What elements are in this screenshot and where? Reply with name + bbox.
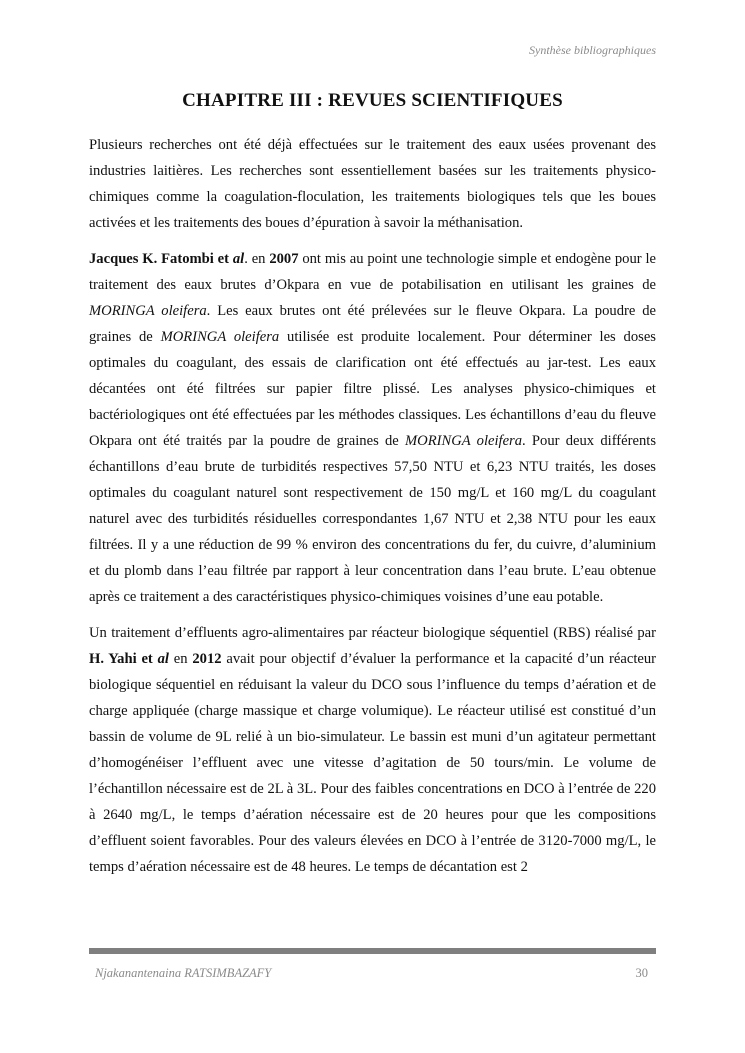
year-2012: 2012 <box>192 651 222 667</box>
running-header: Synthèse bibliographiques <box>529 43 656 57</box>
footer-author: Njakanantenaina RATSIMBAZAFY <box>95 966 272 980</box>
body-text <box>89 132 656 890</box>
author-yahi: H. Yahi et al <box>89 651 169 667</box>
paragraph-fatombi: Jacques K. Fatombi et al. en 2007 ont mis au point une technologie simple et endogène pour le traitement des eaux brutes d’Okpara en vue de potabilisation en utilisant les graines de MORINGA oleifera. Les eaux brutes ont été prélevées sur le fleuve Okpara. La poudre de graines de MORINGA oleifera utilisée est produite localement. Pour déterminer les doses optimales du coagulant, des essais de clarification ont été effectués au jar-test. Les eaux décantées ont été filtrées sur papier filtre plissé. Les analyses physico-chimiques et bactériologiques ont été effectuées par les méthodes classiques. Les échantillons d’eau du fleuve Okpara ont été traités par la poudre de graines de MORINGA oleifera. Pour deux différents échantillons d’eau brute de turbidités respectives 57,50 NTU et 6,23 NTU traités, les doses optimales du coagulant naturel sont respectivement de 150 mg/L et 160 mg/L du coagulant naturel avec des turbidités résiduelles correspondantes 1,67 NTU et 2,38 NTU pour les eaux filtrées. Il y a une réduction de 99 % environ des concentrations du fer, du cuivre, d’aluminium et du plomb dans l’eau filtrée par rapport à leur concentration dans l’eau brute. L’eau obtenue après ce traitement a des caractéristiques physico-chimiques voisines d’une eau potable. <box>89 251 656 605</box>
species-name: MORINGA oleifera <box>89 303 207 319</box>
year-2007: 2007 <box>269 251 299 267</box>
paragraph-yahi: Un traitement d’effluents agro-alimentaires par réacteur biologique séquentiel (RBS) réalisé par H. Yahi et al en 2012 avait pour objectif d’évaluer la performance et la capacité d’un réacteur biologique séquentiel en réduisant la valeur du DCO sous l’influence du temps d’aération et de charge appliquée (charge massique et charge volumique). Le réacteur utilisé est constitué d’un bassin de volume de 9L relié à un bio-simulateur. Le bassin est muni d’un agitateur permettant d’homogénéiser l’effluent avec une vitesse d’agitation de 50 tours/min. Le volume de l’échantillon nécessaire est de 2L à 3L. Pour des faibles concentrations en DCO à l’entrée de 220 à 2640 mg/L, le temps d’aération nécessaire est de 20 heures pour que les compositions d’effluent soient favorables. Pour des valeurs élevées en DCO à l’entrée de 3120-7000 mg/L, le temps d’aération nécessaire est de 48 heures. Le temps de décantation est 2 <box>89 625 657 875</box>
chapter-title: CHAPITRE III : REVUES SCIENTIFIQUES <box>182 90 563 111</box>
footer-divider <box>89 948 656 954</box>
species-name: MORINGA oleifera <box>405 433 523 449</box>
author-fatombi: Jacques K. Fatombi et al <box>89 251 245 267</box>
paragraph-intro: Plusieurs recherches ont été déjà effectuées sur le traitement des eaux usées provenant des industries laitières. Les recherches sont essentiellement basées sur les traitements physico-chimiques comme la coagulation-floculation, les traitements biologiques tels que les boues activées et les traitements des boues d’épuration à savoir la méthanisation. <box>89 137 656 231</box>
page-number: 30 <box>635 966 648 980</box>
species-name: MORINGA oleifera <box>160 329 280 345</box>
